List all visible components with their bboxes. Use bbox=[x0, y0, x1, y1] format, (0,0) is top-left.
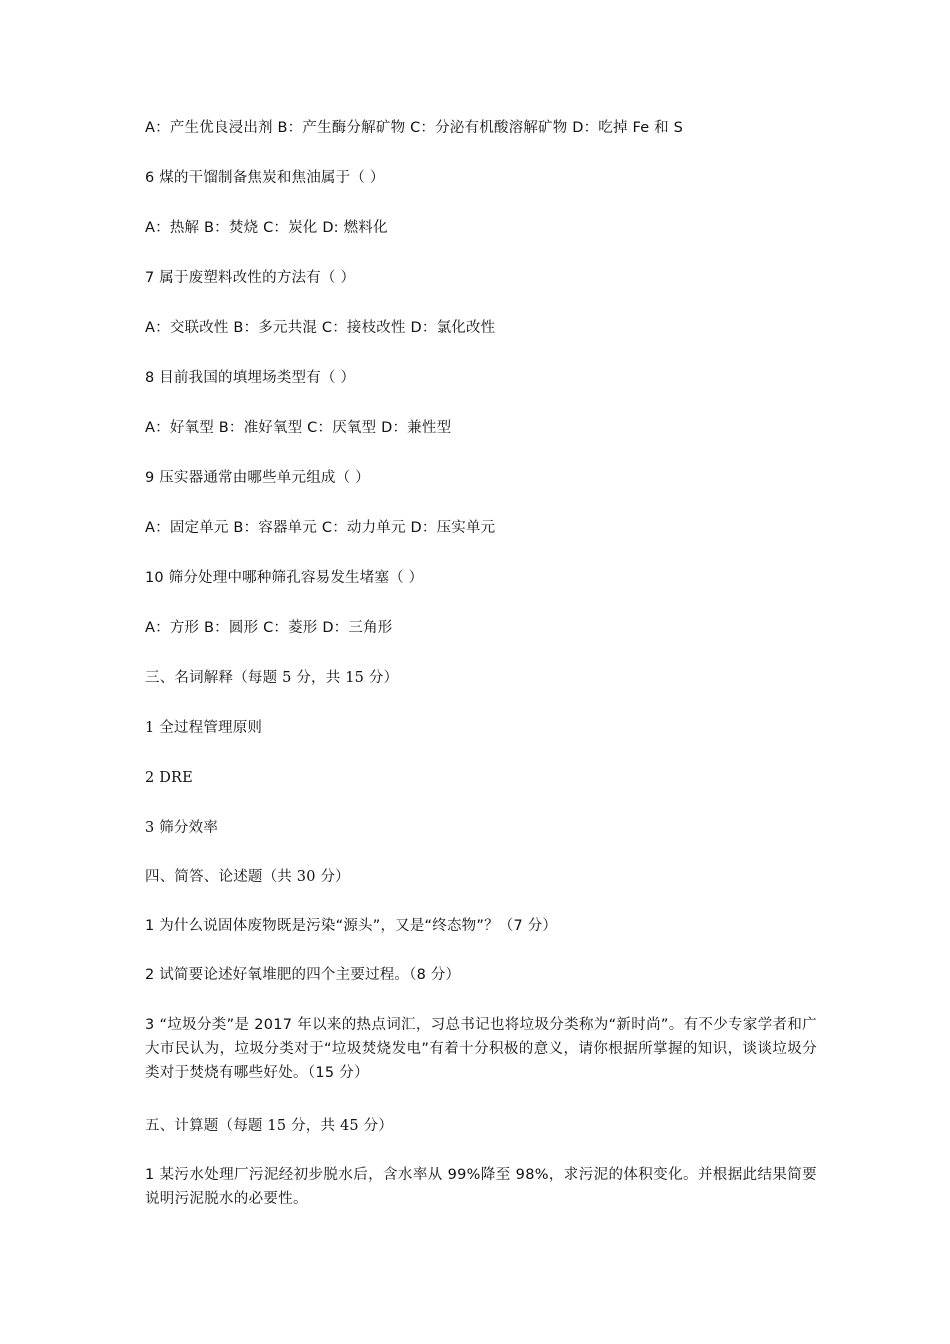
essay-question-1: 1 为什么说固体废物既是污染“源头”，又是“终态物”？（7 分） bbox=[145, 918, 558, 934]
q6-options: A：热解 B：焚烧 C：炭化 D: 燃料化 bbox=[145, 220, 388, 236]
section-5-heading: 五、计算题（每题 15 分，共 45 分） bbox=[145, 1118, 394, 1134]
q10-options: A：方形 B：圆形 C：菱形 D：三角形 bbox=[145, 620, 393, 636]
question-10: 10 筛分处理中哪种筛孔容易发生堵塞（ ） bbox=[145, 570, 424, 586]
q5-options: A：产生优良浸出剂 B：产生酶分解矿物 C：分泌有机酸溶解矿物 D：吃掉 Fe 和 S bbox=[145, 120, 684, 136]
essay-question-3: 3 “垃圾分类”是 2017 年以来的热点词汇，习总书记也将垃圾分类称为“新时尚”。有不少专家学者和广大市民认为，垃圾分类对于“垃圾焚烧发电”有着十分积极的意义，请你根据所掌握的知识，谈谈垃圾分类对于焚烧有哪些好处。（15 分） bbox=[145, 1017, 817, 1081]
question-9: 9 压实器通常由哪些单元组成（ ） bbox=[145, 470, 370, 486]
question-6: 6 煤的干馏制备焦炭和焦油属于（ ） bbox=[145, 170, 385, 186]
q8-options: A：好氧型 B：准好氧型 C：厌氧型 D：兼性型 bbox=[145, 420, 452, 436]
section-3-heading: 三、名词解释（每题 5 分，共 15 分） bbox=[145, 670, 399, 686]
q7-options: A：交联改性 B：多元共混 C：接枝改性 D：氯化改性 bbox=[145, 320, 496, 336]
question-8: 8 目前我国的填埋场类型有（ ） bbox=[145, 370, 356, 386]
question-7: 7 属于废塑料改性的方法有（ ） bbox=[145, 270, 356, 286]
term-2: 2 DRE bbox=[145, 770, 193, 786]
calc-question-1: 1 某污水处理厂污泥经初步脱水后，含水率从 99%降至 98%，求污泥的体积变化。并根据此结果简要说明污泥脱水的必要性。 bbox=[145, 1167, 817, 1207]
term-3: 3 筛分效率 bbox=[145, 820, 219, 836]
q9-options: A：固定单元 B：容器单元 C：动力单元 D：压实单元 bbox=[145, 520, 496, 536]
section-4-heading: 四、简答、论述题（共 30 分） bbox=[145, 869, 350, 885]
essay-question-2: 2 试简要论述好氧堆肥的四个主要过程。（8 分） bbox=[145, 967, 461, 983]
term-1: 1 全过程管理原则 bbox=[145, 720, 263, 736]
